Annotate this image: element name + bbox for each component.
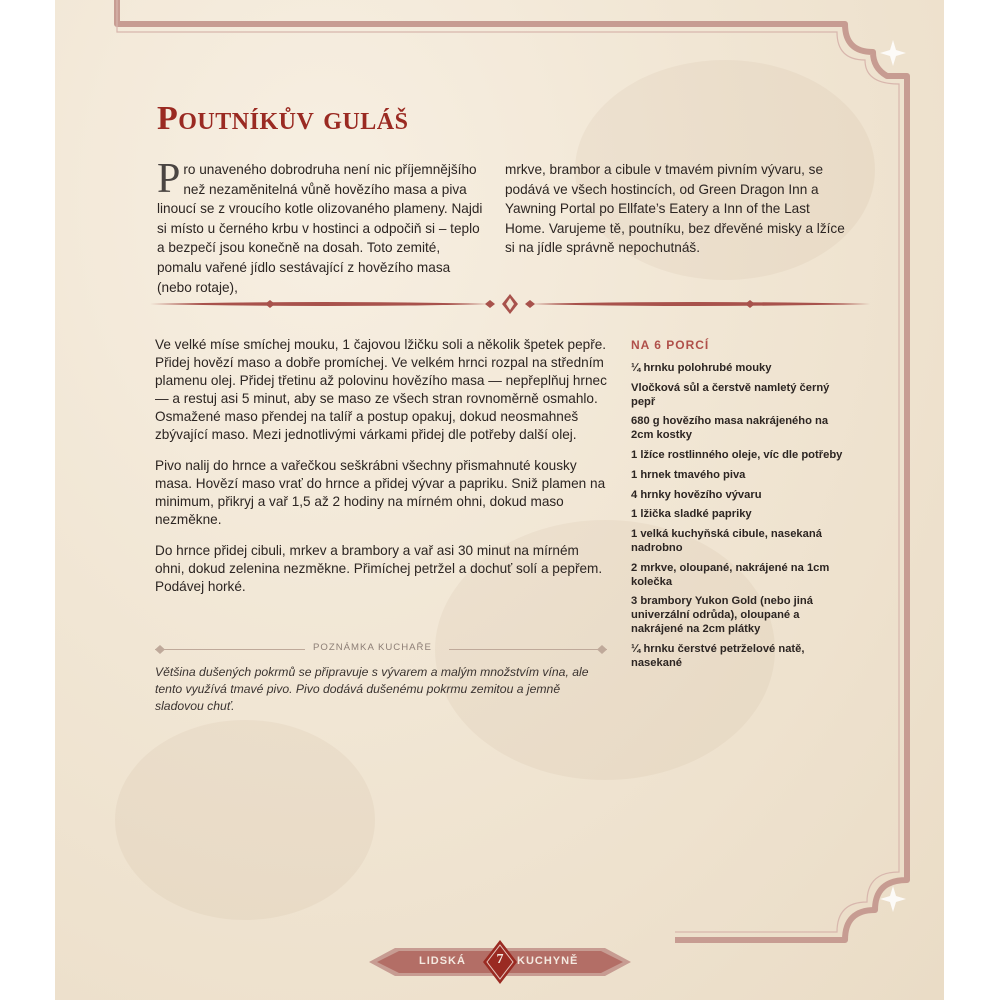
cooks-note-label: POZNÁMKA KUCHAŘE — [313, 642, 432, 653]
corner-star-icon — [880, 40, 906, 912]
footer-section-left: LIDSKÁ — [419, 955, 466, 967]
ingredient-item: Vločková sůl a čerstvě namletý černý pepř — [631, 381, 830, 408]
ingredient-item: 680 g hovězího masa nakrájeného na 2cm kostky — [631, 415, 829, 442]
servings-heading: NA 6 PORCÍ — [631, 338, 710, 352]
ingredient-item: 4 hrnky hovězího vývaru — [631, 488, 762, 501]
ingredient-list — [631, 362, 851, 676]
intro-left-column — [157, 156, 487, 297]
method-step: Pivo nalij do hrnce a vařečkou seškrábni všechny přismahnuté kousky masa. Hovězí maso vrať do hrnce a přidej vývar a papriku. Sniž plamen na minimum, přikryj a vař 1,5 až 2 hodiny na mírném ohni, dokud maso nezměkne. — [155, 458, 606, 527]
page-footer — [365, 940, 635, 984]
note-rule-left — [155, 649, 305, 650]
ingredient-item: 1 velká kuchyňská cibule, nasekaná nadrobno — [631, 528, 822, 554]
method-step: Ve velké míse smíchej mouku, 1 čajovou lžičku soli a několik špetek pepře. Přidej hovězí maso a dobře promíchej. Ve velkém hrnci rozpal na středním plamenu olej. Přidej třetinu až polovinu hovězího masa — nepřeplňuj hrnec — a restuj asi 5 minut, aby se maso ze všech stran rovnoměrně osmahlo. Osmažené maso přendej na talíř a postup opakuj, dokud neosmahneš zbývající maso. Mezi jednotlivými várkami přidej dle potřeby další olej. — [155, 337, 607, 442]
page-number: 7 — [496, 952, 504, 967]
ornamental-divider — [150, 292, 870, 316]
ingredient-item: ¼ hrnku čerstvé petrželové natě, nasekané — [631, 642, 805, 669]
intro-left-text: ro unaveného dobrodruha není nic příjemnějšího než nezaměnitelná vůně hovězího masa a piva linoucí se z vroucího kotle olizovaného plameny. Najdi si místo u černého krbu v hostinci a odpočiň si – teplo a bezpečí jsou konečně na dosah. Toto zemité, pomalu vařené jídlo sestávající z hovězího masa (nebo rotaje), — [157, 162, 483, 295]
cooks-note-heading — [155, 642, 607, 658]
diamond-icon — [155, 645, 165, 654]
ingredient-item: ¼ hrnku polohrubé mouky — [631, 362, 772, 374]
intro-right-column: mrkve, brambor a cibule v tmavém pivním vývaru, se podává ve všech hostincích, od Green Dragon Inn a Yawning Portal po Ellfate’s Eatery a Inn of the Last Home. Varujeme tě, poutníku, bez dřevěné misky a lžíce si na jídle správně nepochutnáš. — [505, 162, 845, 256]
ingredient-item: 1 hrnek tmavého piva — [631, 468, 746, 481]
ingredient-item: 1 lžíce rostlinného oleje, víc dle potřeby — [631, 448, 843, 461]
diamond-icon — [597, 645, 607, 654]
method-steps — [155, 336, 607, 609]
recipe-title: Poutníkův guláš — [157, 100, 409, 137]
recipe-page — [55, 0, 944, 1000]
dropcap-letter: P — [157, 156, 181, 202]
footer-section-right: KUCHYNĚ — [517, 955, 579, 967]
ingredient-item: 2 mrkve, oloupané, nakrájené na 1cm kolečka — [631, 561, 830, 588]
ingredient-item: 1 lžička sladké papriky — [631, 508, 752, 521]
cooks-note-text: Většina dušených pokrmů se připravuje s vývarem a malým množstvím vína, ale tento využívá tmavé pivo. Pivo dodává dušenému pokrmu zemitou a jemně sladovou chuť. — [155, 665, 589, 713]
note-rule-right — [449, 649, 607, 650]
ingredient-item: 3 brambory Yukon Gold (nebo jiná univerzální odrůda), oloupané a nakrájené na 2cm plátky — [631, 595, 813, 635]
method-step: Do hrnce přidej cibuli, mrkev a brambory a vař asi 30 minut na mírném ohni, dokud zelenina nezměkne. Přimíchej petržel a dochuť solí a pepřem. Podávej horké. — [155, 543, 603, 594]
